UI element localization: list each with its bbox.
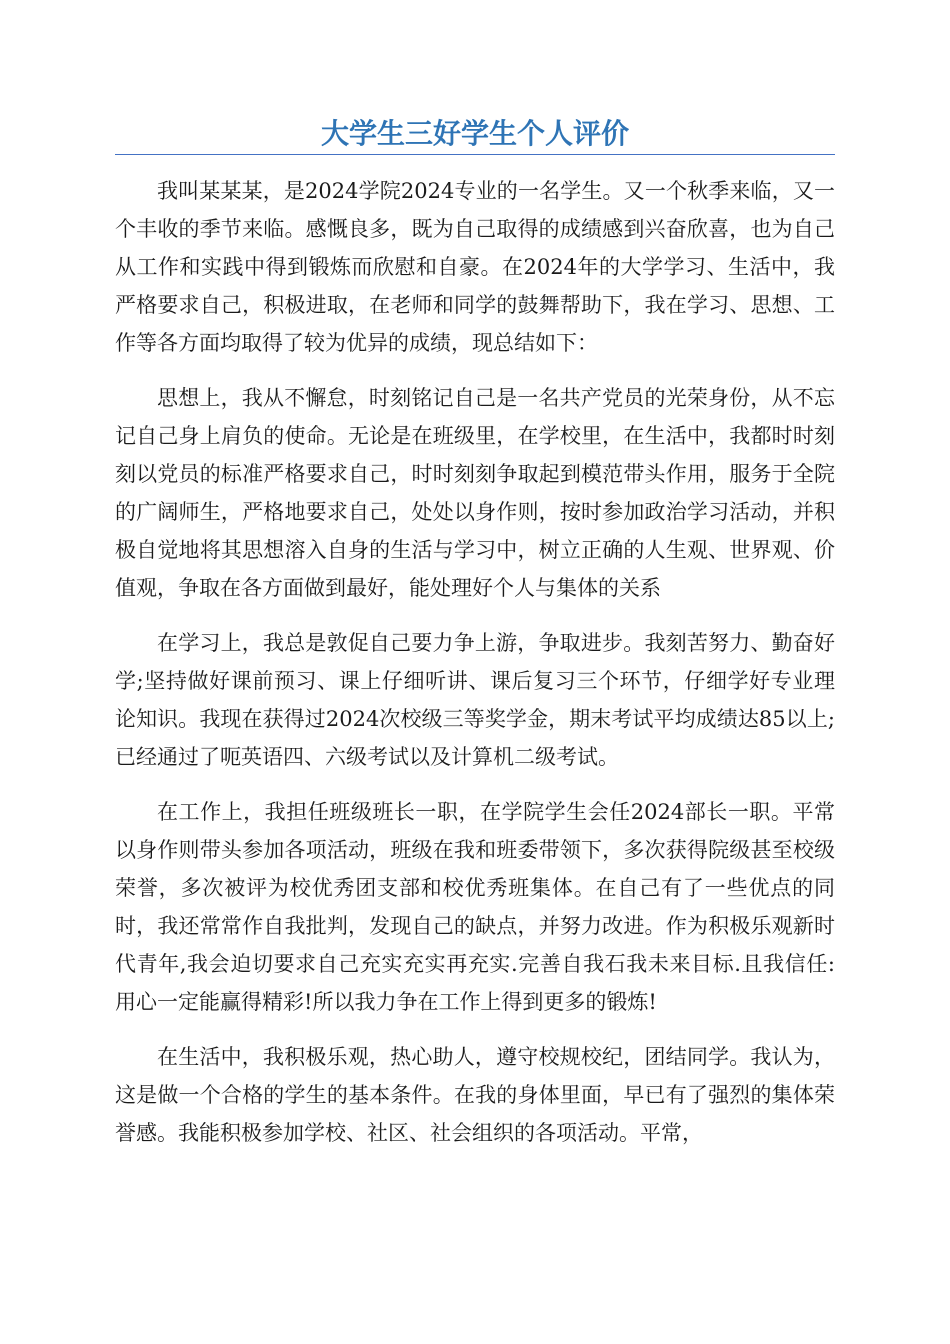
paragraph-life: 在生活中，我积极乐观，热心助人，遵守校规校纪，团结同学。我认为，这是做一个合格的学生的基本条件。在我的身体里面，早已有了强烈的集体荣誉感。我能积极参加学校、社区、社会组织的各项活动。平常， [115,1045,835,1145]
paragraph-work: 在工作上，我担任班级班长一职，在学院学生会任2024部长一职。平常以身作则带头参加各项活动，班级在我和班委带领下，多次获得院级甚至校级荣誉，多次被评为校优秀团支部和校优秀班集体。在自己有了一些优点的同时，我还常常作自我批判，发现自己的缺点，并努力改进。作为积极乐观新时代青年,我会迫切要求自己充实充实再充实.完善自我石我未来目标.且我信任:用心一定能赢得精彩!所以我力争在工作上得到更多的锻炼! [115,800,835,1014]
document-body [115,172,835,1169]
paragraph-study: 在学习上，我总是敦促自己要力争上游，争取进步。我刻苦努力、勤奋好学;坚持做好课前预习、课上仔细听讲、课后复习三个环节，仔细学好专业理论知识。我现在获得过2024次校级三等奖学金，期末考试平均成绩达85以上;已经通过了呃英语四、六级考试以及计算机二级考试。 [115,631,835,769]
paragraph-intro: 我叫某某某，是2024学院2024专业的一名学生。又一个秋季来临，又一个丰收的季节来临。感慨良多，既为自己取得的成绩感到兴奋欣喜，也为自己从工作和实践中得到锻炼而欣慰和自豪。在2024年的大学学习、生活中，我严格要求自己，积极进取，在老师和同学的鼓舞帮助下，我在学习、思想、工作等各方面均取得了较为优异的成绩，现总结如下： [115,179,835,355]
document-title: 大学生三好学生个人评价 [320,117,629,150]
paragraph-thought: 思想上，我从不懈怠，时刻铭记自己是一名共产党员的光荣身份，从不忘记自己身上肩负的使命。无论是在班级里，在学校里，在生活中，我都时时刻刻以党员的标准严格要求自己，时时刻刻争取起到模范带头作用，服务于全院的广阔师生，严格地要求自己，处处以身作则，按时参加政治学习活动，并积极自觉地将其思想溶入自身的生活与学习中，树立正确的人生观、世界观、价值观，争取在各方面做到最好，能处理好个人与集体的关系 [115,386,835,600]
title-underline [115,154,835,155]
